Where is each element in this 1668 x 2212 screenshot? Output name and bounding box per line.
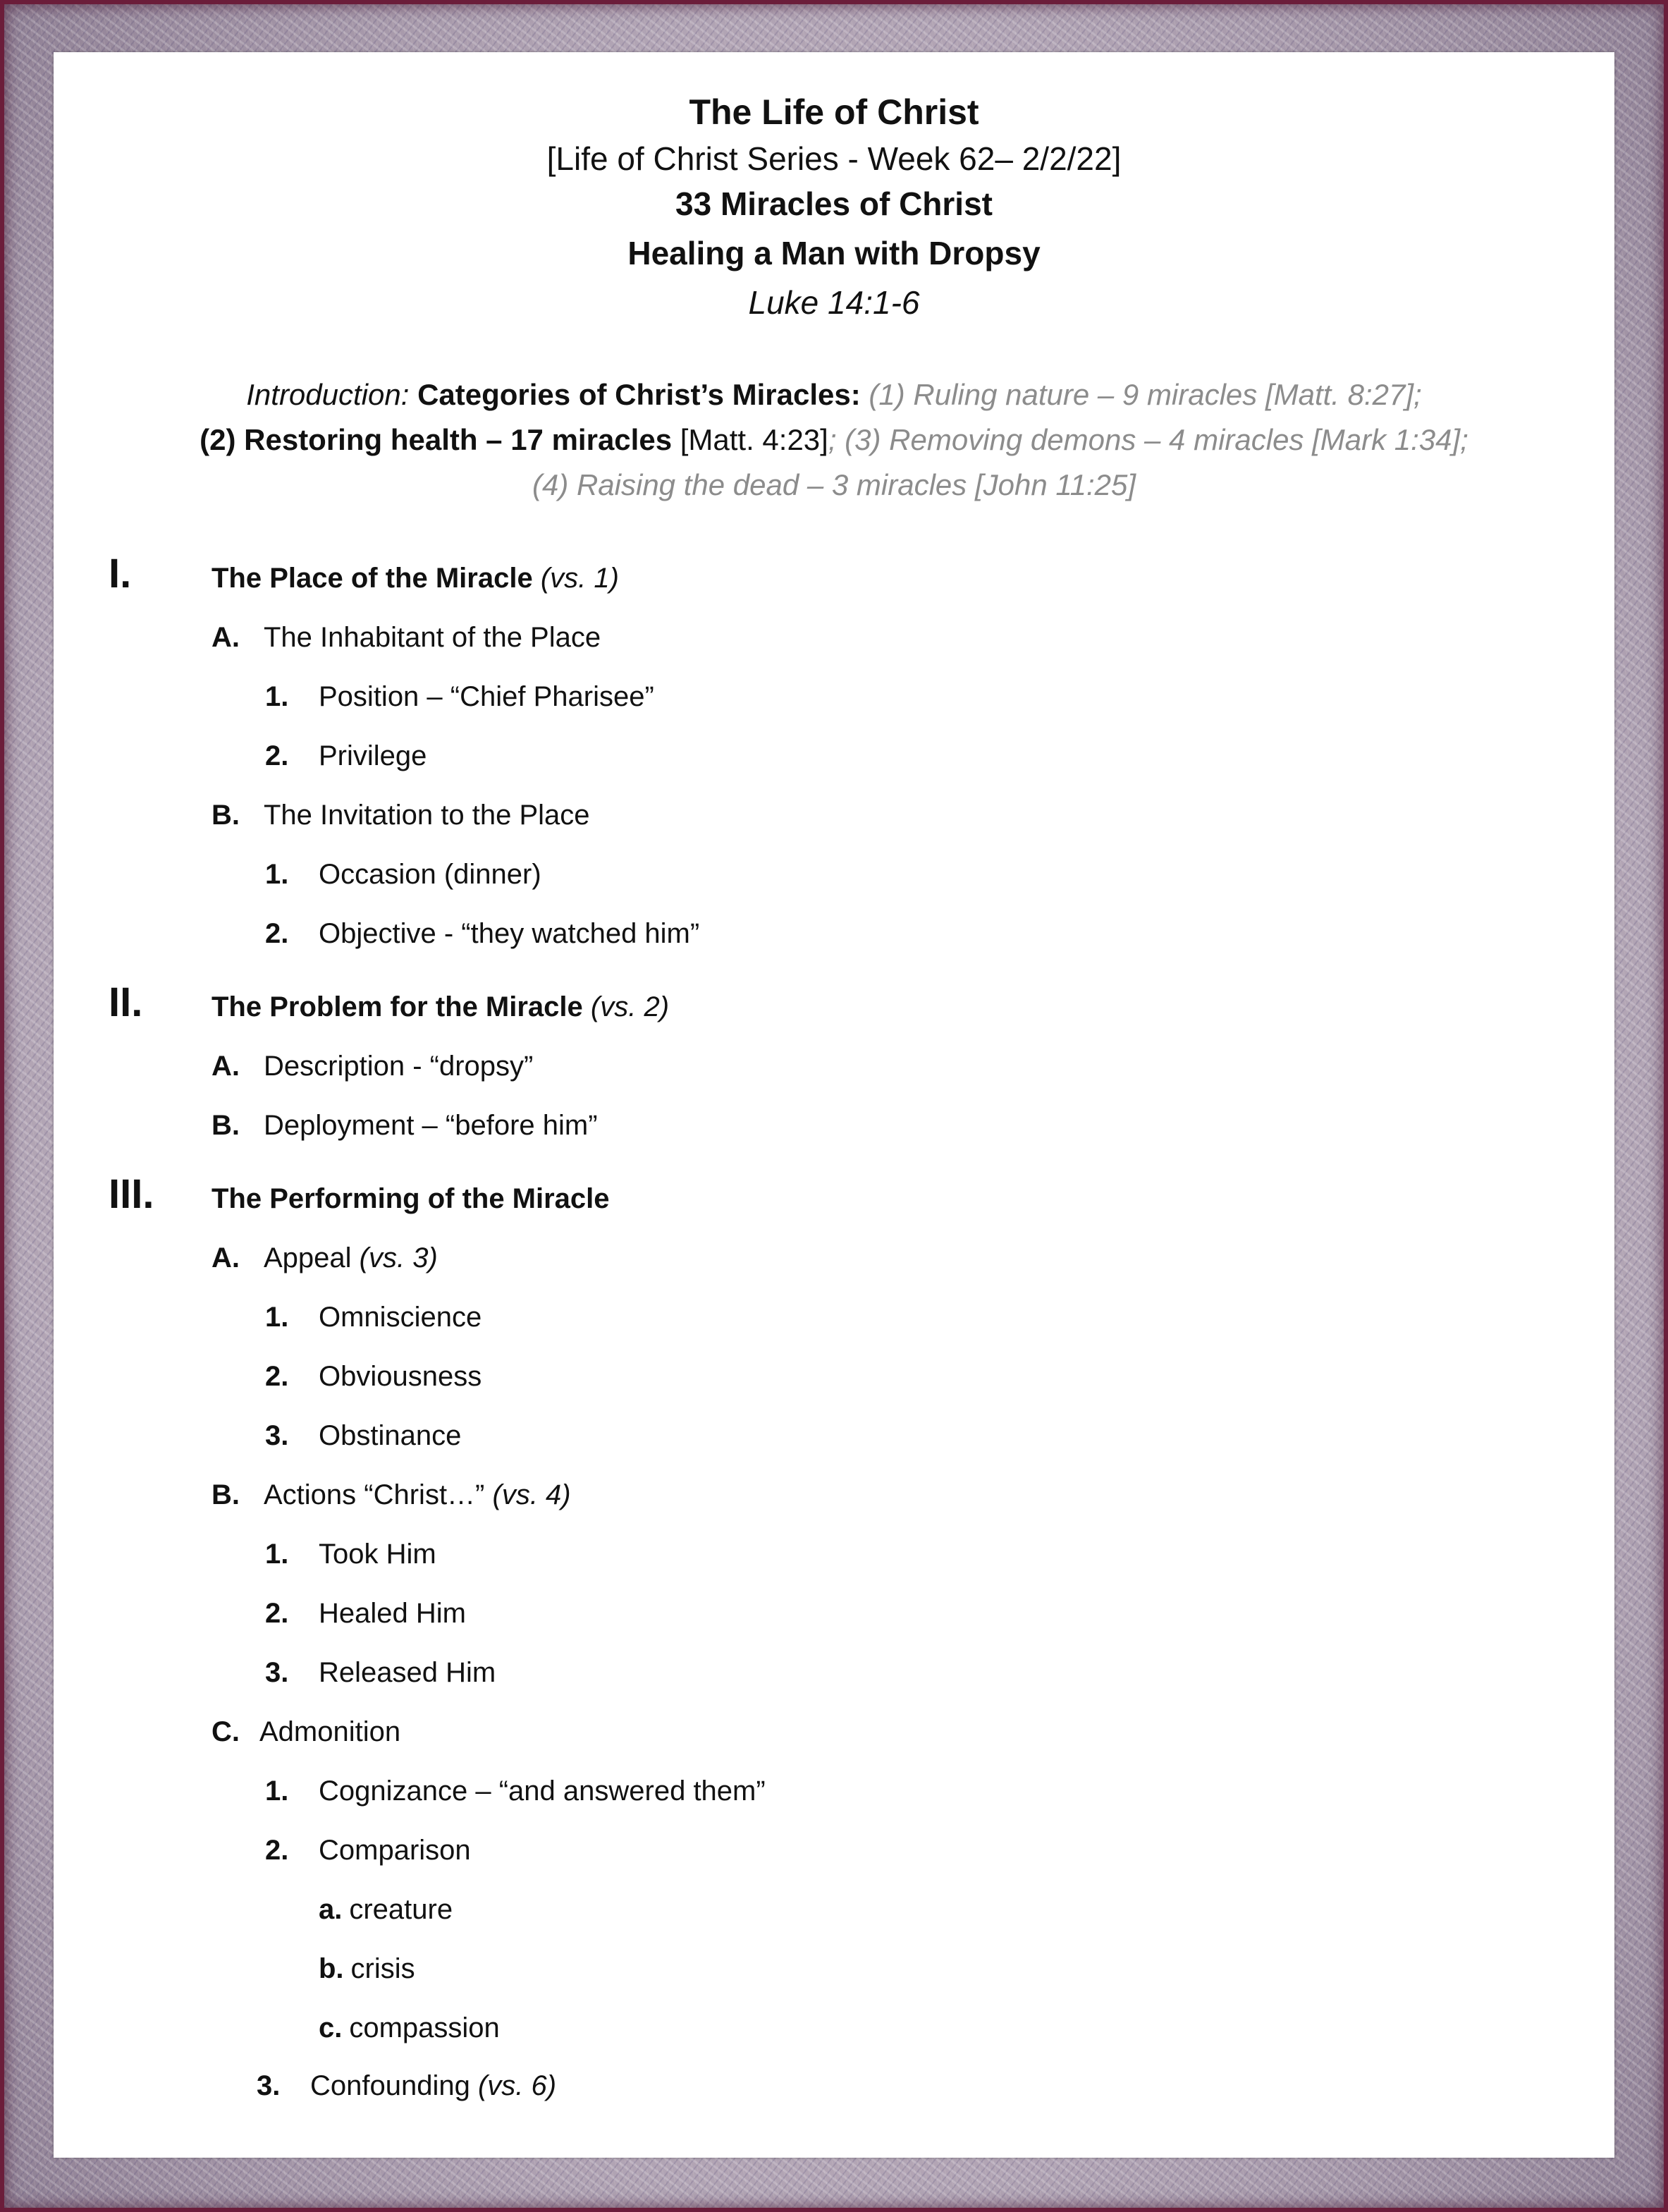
introduction-label: Introduction: <box>246 378 410 411</box>
item-marker: 2. <box>265 1835 289 1866</box>
item-marker: 1. <box>265 859 289 890</box>
item-text: Deployment – “before him” <box>264 1110 598 1141</box>
outline-item-2b <box>211 1110 598 1142</box>
item-marker: a. <box>319 1894 343 1925</box>
category-2-reference: [Matt. 4:23] <box>672 423 828 456</box>
subtitle-healing: Healing a Man with Dropsy <box>627 235 1041 271</box>
item-marker: B. <box>211 800 240 831</box>
item-marker: b. <box>319 1953 344 1984</box>
section-3-title: The Performing of the Miracle <box>211 1183 610 1214</box>
item-verse: (vs. 6) <box>470 2070 557 2101</box>
item-verse: (vs. 3) <box>351 1242 438 1273</box>
series-info: [Life of Christ Series - Week 62– 2/2/22] <box>546 140 1122 177</box>
document-page <box>54 52 1614 2158</box>
item-marker: 1. <box>265 1539 289 1570</box>
outline-item-3c2c <box>319 2012 500 2044</box>
item-marker: 2. <box>265 740 289 771</box>
item-marker: 2. <box>265 1598 289 1629</box>
outline-item-3a3 <box>265 1420 461 1452</box>
outline-item-1b2 <box>265 918 699 950</box>
item-marker: C. <box>211 1716 240 1747</box>
item-text: Confounding <box>310 2070 470 2101</box>
item-text: The Invitation to the Place <box>264 800 590 831</box>
item-text: Position – “Chief Pharisee” <box>319 681 654 712</box>
item-text: Obstinance <box>319 1420 462 1451</box>
item-text: Took Him <box>319 1539 436 1570</box>
outline-item-1a2 <box>265 740 427 772</box>
outline-item-3a2 <box>265 1361 482 1393</box>
outline-item-3c2 <box>265 1835 471 1866</box>
item-text: Actions “Christ…” <box>264 1479 485 1510</box>
outline-item-3c2a <box>319 1894 453 1926</box>
item-text: Obviousness <box>319 1361 482 1392</box>
item-marker: 1. <box>265 1776 289 1807</box>
item-text: Admonition <box>259 1716 401 1747</box>
category-2: (2) Restoring health – 17 miracles <box>200 423 673 456</box>
item-text: Occasion (dinner) <box>319 859 541 890</box>
item-text: compassion <box>349 2012 500 2043</box>
item-marker: A. <box>211 622 240 653</box>
item-marker: 1. <box>265 681 289 712</box>
section-2-verse: (vs. 2) <box>582 991 670 1022</box>
item-marker: A. <box>211 1051 240 1082</box>
item-marker: 2. <box>265 1361 289 1392</box>
section-2-title-text: The Problem for the Miracle <box>211 991 583 1022</box>
section-2-numeral: II. <box>109 979 143 1025</box>
introduction-line-1 <box>54 378 1614 412</box>
item-text: Omniscience <box>319 1302 482 1333</box>
item-marker: 3. <box>257 2070 281 2101</box>
item-text: Comparison <box>319 1835 471 1866</box>
item-marker: 3. <box>265 1657 289 1688</box>
item-marker: A. <box>211 1242 240 1273</box>
section-1-title-text: The Place of the Miracle <box>211 563 533 594</box>
item-text: Objective - “they watched him” <box>319 918 700 949</box>
outline-item-3b1 <box>265 1539 436 1570</box>
outline-item-3b <box>211 1479 571 1511</box>
section-1-title <box>211 563 619 594</box>
item-marker: 1. <box>265 1302 289 1333</box>
item-text: Healed Him <box>319 1598 466 1629</box>
item-text: crisis <box>350 1953 415 1984</box>
category-1: (1) Ruling nature – 9 miracles [Matt. 8:27]; <box>860 378 1422 411</box>
item-marker: 2. <box>265 918 289 949</box>
item-marker: c. <box>319 2012 343 2043</box>
outline-item-3a <box>211 1242 438 1274</box>
category-4: (4) Raising the dead – 3 miracles [John 11:25] <box>532 468 1136 501</box>
section-2-title <box>211 991 669 1023</box>
introduction-line-3 <box>54 468 1614 502</box>
outline-item-3c2b <box>319 1953 415 1985</box>
item-text: The Inhabitant of the Place <box>264 622 601 653</box>
outline-item-2a <box>211 1051 533 1082</box>
section-1-numeral: I. <box>109 551 132 597</box>
outline-item-3c3 <box>257 2070 556 2102</box>
outline-item-3c <box>211 1716 400 1748</box>
section-3-numeral: III. <box>109 1171 154 1217</box>
category-3: ; (3) Removing demons – 4 miracles [Mark 1:34]; <box>828 423 1468 456</box>
outline-item-3b2 <box>265 1598 466 1630</box>
item-marker: B. <box>211 1479 240 1510</box>
outline-item-1a <box>211 622 601 654</box>
outline-item-1a1 <box>265 681 654 713</box>
item-verse: (vs. 4) <box>484 1479 571 1510</box>
scripture-reference: Luke 14:1-6 <box>748 284 920 321</box>
section-1-verse: (vs. 1) <box>532 563 619 594</box>
subtitle-miracles: 33 Miracles of Christ <box>675 185 993 222</box>
item-text: Description - “dropsy” <box>264 1051 534 1082</box>
outline-item-3b3 <box>265 1657 496 1689</box>
item-text: Cognizance – “and answered them” <box>319 1776 766 1807</box>
item-text: Released Him <box>319 1657 496 1688</box>
outline-item-1b <box>211 800 590 831</box>
item-marker: B. <box>211 1110 240 1141</box>
introduction-line-2 <box>54 423 1614 457</box>
outline-item-1b1 <box>265 859 541 891</box>
item-text: creature <box>349 1894 453 1925</box>
item-text: Privilege <box>319 740 427 771</box>
item-marker: 3. <box>265 1420 289 1451</box>
page-title: The Life of Christ <box>689 92 979 132</box>
introduction-heading: Categories of Christ’s Miracles: <box>417 378 861 411</box>
item-text: Appeal <box>264 1242 352 1273</box>
outline-item-3c1 <box>265 1776 766 1807</box>
outline-item-3a1 <box>265 1302 482 1333</box>
